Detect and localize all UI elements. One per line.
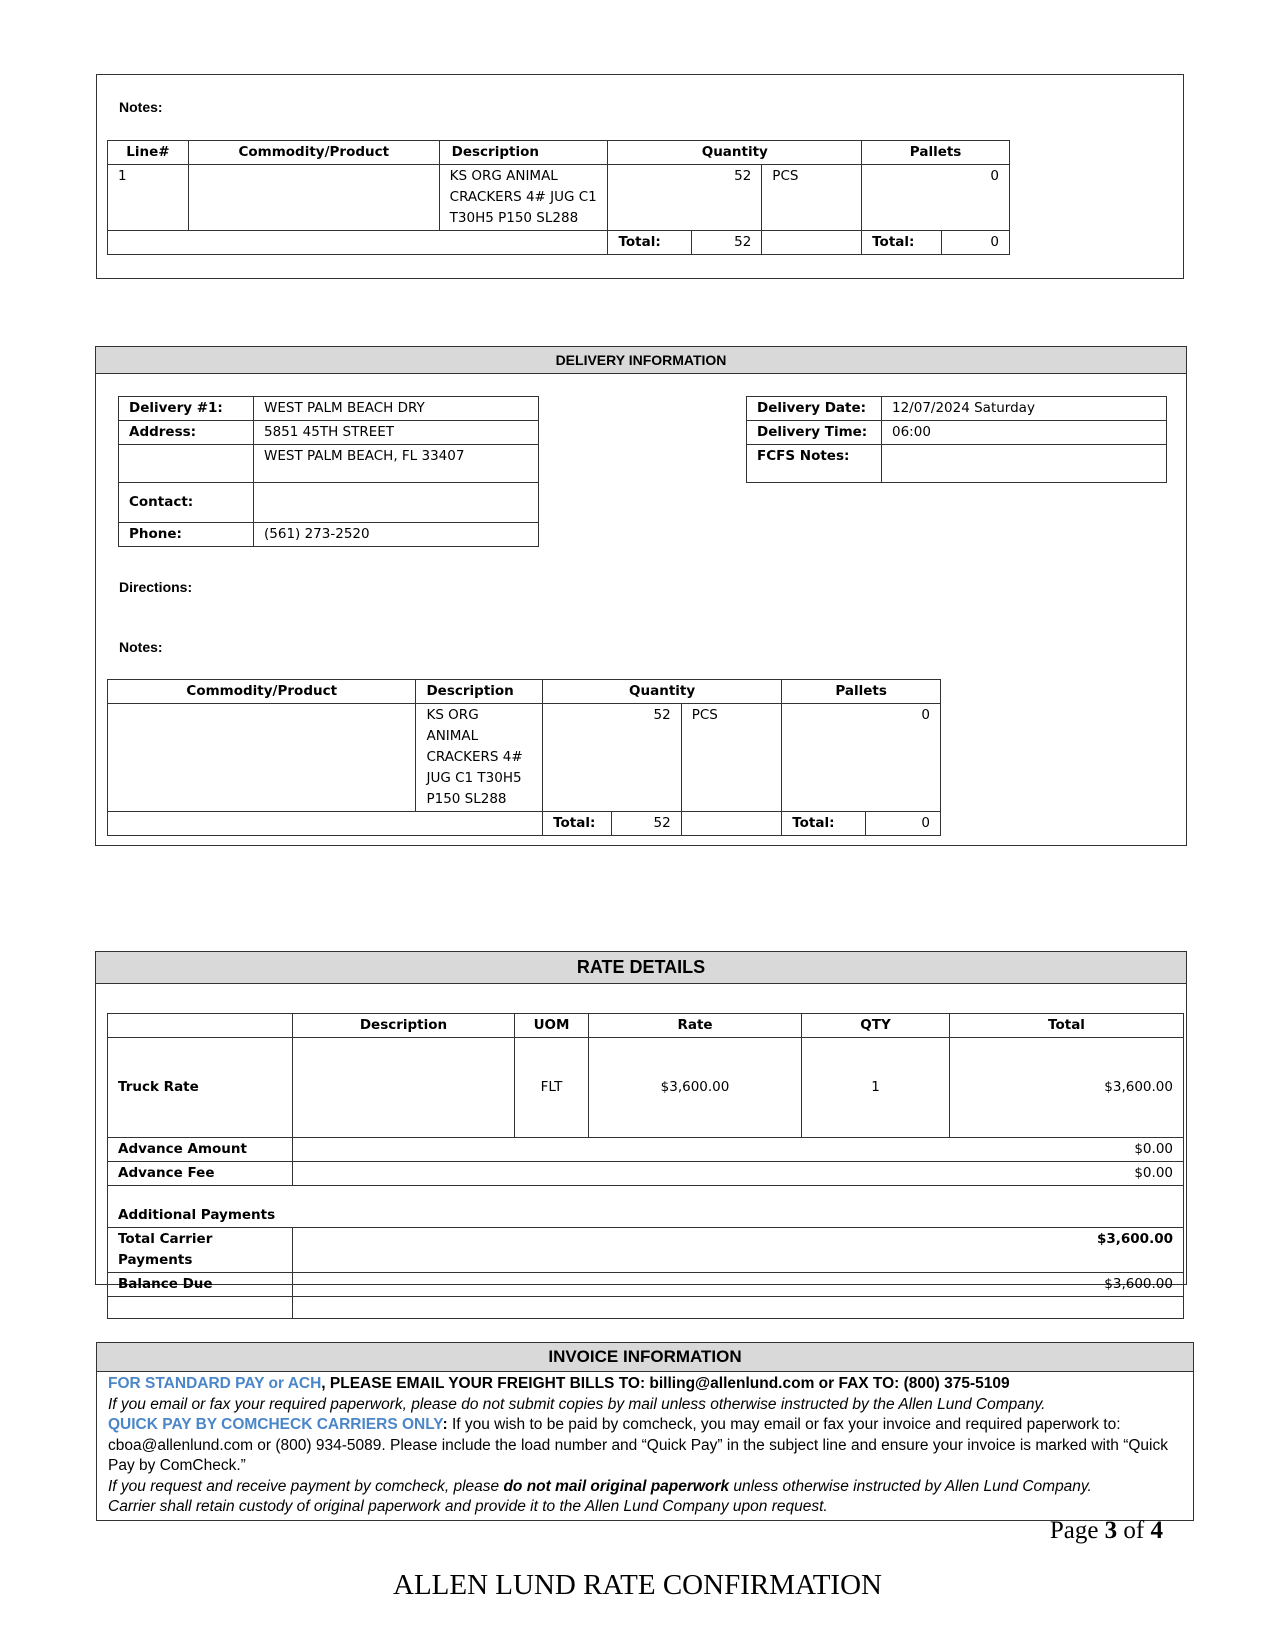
address-label: Address:: [119, 421, 254, 445]
rate-table: [107, 1013, 1184, 1319]
truck-rate-description: [293, 1038, 515, 1138]
description-cell: KS ORG ANIMAL CRACKERS 4# JUG C1 T30H5 P150 SL288: [439, 165, 608, 231]
advance-amount-value: $0.00: [293, 1138, 1184, 1162]
quantity-unit: PCS: [681, 704, 781, 812]
delivery-title: DELIVERY INFORMATION: [96, 347, 1186, 374]
table-row: [108, 1038, 1184, 1138]
col-rate: Rate: [589, 1014, 802, 1038]
contact-value: [254, 483, 539, 523]
directions-label: Directions:: [119, 579, 193, 595]
col-line: Line#: [108, 141, 189, 165]
truck-rate-rate: $3,600.00: [589, 1038, 802, 1138]
total-pallets: 0: [865, 812, 940, 836]
col-commodity: Commodity/Product: [188, 141, 439, 165]
delivery-number-label: Delivery #1:: [119, 397, 254, 421]
phone-label: Phone:: [119, 523, 254, 547]
quantity-value: 52: [543, 704, 682, 812]
delivery-date: 12/07/2024 Saturday: [882, 397, 1167, 421]
fcfs-notes-label: FCFS Notes:: [747, 445, 882, 483]
truck-rate-uom: FLT: [515, 1038, 589, 1138]
description-cell: KS ORG ANIMAL CRACKERS 4# JUG C1 T30H5 P150 SL288: [416, 704, 543, 812]
table-header-row: [108, 141, 1010, 165]
table-header-row: [108, 680, 941, 704]
delivery-address-table: [118, 396, 539, 547]
col-uom: UOM: [515, 1014, 589, 1038]
col-pallets: Pallets: [782, 680, 941, 704]
fcfs-notes-value: [882, 445, 1167, 483]
total-carrier-label: Total Carrier Payments: [108, 1228, 293, 1273]
delivery-schedule-table: [746, 396, 1167, 483]
delivery-notes-label: Notes:: [119, 639, 163, 655]
truck-rate-qty: 1: [802, 1038, 950, 1138]
col-qty: QTY: [802, 1014, 950, 1038]
delivery-location: WEST PALM BEACH DRY: [254, 397, 539, 421]
pallets-total-label: Total:: [782, 812, 865, 836]
total-label: Total:: [608, 231, 692, 255]
delivery-commodity-table: [107, 679, 941, 836]
invoice-section: [96, 1342, 1194, 1521]
commodity-cell: [108, 704, 416, 812]
table-row: [108, 165, 1010, 231]
table-header-row: [108, 1014, 1184, 1038]
balance-due-label: Balance Due: [108, 1273, 293, 1297]
commodity-table: [107, 140, 1010, 255]
col-quantity: Quantity: [608, 141, 862, 165]
commodity-section: [96, 74, 1184, 279]
commodity-cell: [188, 165, 439, 231]
invoice-line-quick-pay: QUICK PAY BY COMCHECK CARRIERS ONLY: If you wish to be paid by comcheck, you may email or fax your invoice and required paperwork to: cboa@allenlund.com or (800) 934-5089. Please include the load number and “Quick Pay” in the subject line and ensure your invoice is marked with “Quick Pay by ComCheck.”: [108, 1416, 1168, 1474]
total-quantity: 52: [692, 231, 762, 255]
notes-label: Notes:: [119, 99, 163, 115]
advance-fee-value: $0.00: [293, 1162, 1184, 1186]
rate-details-title: RATE DETAILS: [96, 952, 1186, 984]
total-pallets: 0: [942, 231, 1010, 255]
table-total-row: [108, 812, 941, 836]
delivery-section: [95, 346, 1187, 846]
col-quantity: Quantity: [543, 680, 782, 704]
table-row: [108, 704, 941, 812]
total-quantity: 52: [612, 812, 681, 836]
document-title: ALLEN LUND RATE CONFIRMATION: [393, 1569, 882, 1601]
truck-rate-total: $3,600.00: [950, 1038, 1184, 1138]
additional-payments-label: Additional Payments: [108, 1186, 1184, 1228]
page-number: Page 3 of 4: [1049, 1517, 1163, 1544]
pallets-value: 0: [862, 165, 1010, 231]
invoice-line-standard-pay: FOR STANDARD PAY or ACH, PLEASE EMAIL YOUR FREIGHT BILLS TO: billing@allenlund.com or FAX TO: (800) 375-5109: [108, 1375, 1010, 1392]
col-commodity: Commodity/Product: [108, 680, 416, 704]
col-description: Description: [416, 680, 543, 704]
invoice-title: INVOICE INFORMATION: [97, 1343, 1193, 1372]
contact-label: Contact:: [119, 483, 254, 523]
quantity-value: 52: [608, 165, 762, 231]
advance-fee-label: Advance Fee: [108, 1162, 293, 1186]
col-description: Description: [439, 141, 608, 165]
col-total: Total: [950, 1014, 1184, 1038]
table-total-row: [108, 231, 1010, 255]
truck-rate-label: Truck Rate: [108, 1038, 293, 1138]
delivery-time-label: Delivery Time:: [747, 421, 882, 445]
quantity-unit: PCS: [762, 165, 862, 231]
invoice-line-comcheck: If you request and receive payment by comcheck, please do not mail original paperwork unless otherwise instructed by Allen Lund Company.: [108, 1477, 1092, 1495]
phone-value: (561) 273-2520: [254, 523, 539, 547]
balance-due-value: $3,600.00: [293, 1273, 1184, 1297]
pallets-value: 0: [782, 704, 941, 812]
rate-details-section: [95, 951, 1187, 1292]
advance-amount-label: Advance Amount: [108, 1138, 293, 1162]
address-line2: WEST PALM BEACH, FL 33407: [254, 445, 539, 483]
delivery-date-label: Delivery Date:: [747, 397, 882, 421]
col-description: Description: [293, 1014, 515, 1038]
line-number: 1: [108, 165, 189, 231]
total-carrier-value: $3,600.00: [293, 1228, 1184, 1273]
address-line1: 5851 45TH STREET: [254, 421, 539, 445]
pallets-total-label: Total:: [862, 231, 942, 255]
delivery-time: 06:00: [882, 421, 1167, 445]
invoice-line-custody: Carrier shall retain custody of original paperwork and provide it to the Allen Lund Company upon request.: [108, 1498, 828, 1515]
col-pallets: Pallets: [862, 141, 1010, 165]
total-label: Total:: [543, 812, 612, 836]
invoice-line-paperwork: If you email or fax your required paperwork, please do not submit copies by mail unless otherwise instructed by the Allen Lund Company.: [108, 1395, 1046, 1413]
